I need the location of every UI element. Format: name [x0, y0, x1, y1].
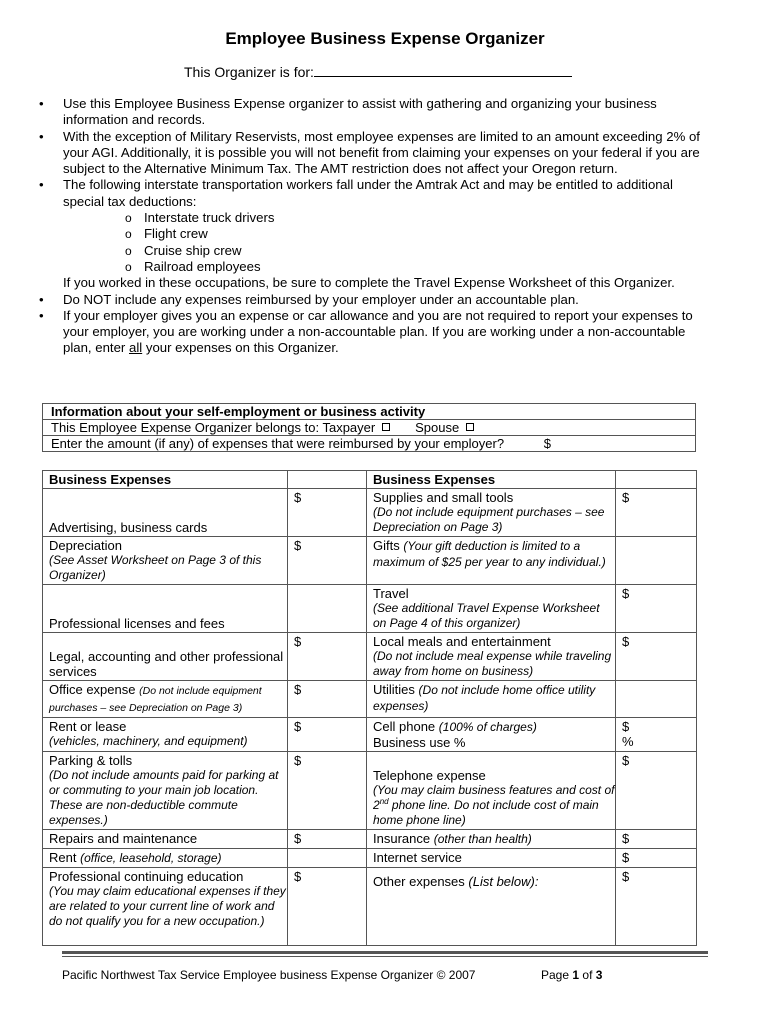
internet-amount[interactable]: $	[616, 849, 697, 868]
utilities-amount[interactable]	[616, 681, 697, 718]
expense-label: Travel (See additional Travel Expense Worksheet on Page 4 of this organizer)	[367, 585, 616, 633]
instruction-item: • Do NOT include any expenses reimbursed by your employer under an accountable plan.	[30, 292, 710, 308]
organizer-for-line	[184, 62, 572, 80]
licenses-amount[interactable]	[288, 585, 367, 633]
footer-rule	[62, 956, 708, 957]
expense-label: Office expense (Do not include equipment purchases – see Depreciation on Page 3)	[43, 681, 288, 718]
expense-label: Cell phone (100% of charges) Business use %	[367, 718, 616, 752]
education-amount[interactable]: $	[288, 868, 367, 946]
expense-label: Other expenses (List below):	[367, 868, 616, 946]
business-activity-info	[42, 403, 696, 452]
expense-label: Depreciation (See Asset Worksheet on Page 3 of this Organizer)	[43, 537, 288, 585]
footer-text: Pacific Northwest Tax Service Employee business Expense Organizer © 2007	[62, 968, 476, 982]
rent-lease-amount[interactable]: $	[288, 718, 367, 752]
expense-label: Local meals and entertainment (Do not include meal expense while traveling away from home on business)	[367, 633, 616, 681]
rent-amount[interactable]	[288, 849, 367, 868]
expense-label: Rent (office, leasehold, storage)	[43, 849, 288, 868]
business-use-percent[interactable]: %	[622, 734, 634, 749]
business-expenses-table	[42, 470, 697, 946]
worker-item: o Cruise ship crew	[120, 243, 710, 259]
expense-label: Rent or lease (vehicles, machinery, and equipment)	[43, 718, 288, 752]
right-header: Business Expenses	[367, 471, 616, 489]
info-header: Information about your self-employment or business activity	[43, 404, 696, 420]
expense-label: Utilities (Do not include home office utility expenses)	[367, 681, 616, 718]
worker-item: o Railroad employees	[120, 259, 710, 275]
supplies-amount[interactable]: $	[616, 489, 697, 537]
other-amount[interactable]: $	[616, 868, 697, 946]
page-number: Page 1 of 3	[541, 968, 603, 982]
expense-label: Professional continuing education (You may claim educational expenses if they are related to your current line of work and do not qualify you for a new occupation.)	[43, 868, 288, 946]
legal-amount[interactable]: $	[288, 633, 367, 681]
instruction-item: • The following interstate transportation workers fall under the Amtrak Act and may be entitled to additional special tax deductions: o Interstate truck drivers o Flight crew o Cruise ship crew o Railroad employees If you worked in these occupations, be sure to complete the Travel Expense Worksheet of this Organizer.	[30, 177, 710, 291]
advertising-amount[interactable]: $	[288, 489, 367, 537]
expense-label: Insurance (other than health)	[367, 830, 616, 849]
belongs-to-row: This Employee Expense Organizer belongs to: Taxpayer Spouse	[43, 420, 696, 436]
organizer-for-label: This Organizer is for:	[184, 64, 314, 80]
organizer-for-blank[interactable]	[314, 62, 572, 77]
expense-label: Gifts (Your gift deduction is limited to a maximum of $25 per year to any individual.)	[367, 537, 616, 585]
reimbursed-row: Enter the amount (if any) of expenses that were reimbursed by your employer? $	[43, 436, 696, 452]
page-title: Employee Business Expense Organizer	[225, 29, 545, 48]
instruction-item: • With the exception of Military Reservists, most employee expenses are limited to an amount exceeding 2% of your AGI. Additionally, it is possible you will not benefit from claiming your expenses on your federal if you are subject to the Alternative Minimum Tax. The AMT restriction does not affect your Oregon return.	[30, 129, 710, 178]
instruction-item: • If your employer gives you an expense or car allowance and you are not required to report your expenses to your employer, you are working under a non-accountable plan. If you are working under a non-accountable plan, enter all your expenses on this Organizer.	[30, 308, 710, 357]
reimbursed-amount-field[interactable]: $	[543, 436, 552, 451]
insurance-amount[interactable]: $	[616, 830, 697, 849]
expense-label: Supplies and small tools (Do not include equipment purchases – see Depreciation on Page 3)	[367, 489, 616, 537]
repairs-amount[interactable]: $	[288, 830, 367, 849]
expense-label: Professional licenses and fees	[43, 585, 288, 633]
worker-item: o Flight crew	[120, 226, 710, 242]
office-amount[interactable]: $	[288, 681, 367, 718]
expense-label: Repairs and maintenance	[43, 830, 288, 849]
expense-label: Legal, accounting and other professional services	[43, 633, 288, 681]
taxpayer-checkbox[interactable]	[382, 423, 390, 431]
parking-amount[interactable]: $	[288, 752, 367, 830]
expense-label: Parking & tolls (Do not include amounts paid for parking at or commuting to your main job location. These are non-deductible commute expenses.)	[43, 752, 288, 830]
travel-amount[interactable]: $	[616, 585, 697, 633]
worker-item: o Interstate truck drivers	[120, 210, 710, 226]
footer-rule	[62, 951, 708, 954]
depreciation-amount[interactable]: $	[288, 537, 367, 585]
instructions-list	[30, 96, 710, 357]
workers-list	[63, 210, 710, 275]
expense-label: Telephone expense (You may claim business features and cost of 2nd phone line. Do not include cost of main home phone line)	[367, 752, 616, 830]
expense-label: Advertising, business cards	[43, 489, 288, 537]
gifts-amount[interactable]	[616, 537, 697, 585]
expense-label: Internet service	[367, 849, 616, 868]
spouse-checkbox[interactable]	[466, 423, 474, 431]
instruction-item: • Use this Employee Business Expense organizer to assist with gathering and organizing your business information and records.	[30, 96, 710, 129]
meals-amount[interactable]: $	[616, 633, 697, 681]
left-header: Business Expenses	[43, 471, 288, 489]
cell-amount[interactable]: $ %	[616, 718, 697, 752]
telephone-amount[interactable]: $	[616, 752, 697, 830]
